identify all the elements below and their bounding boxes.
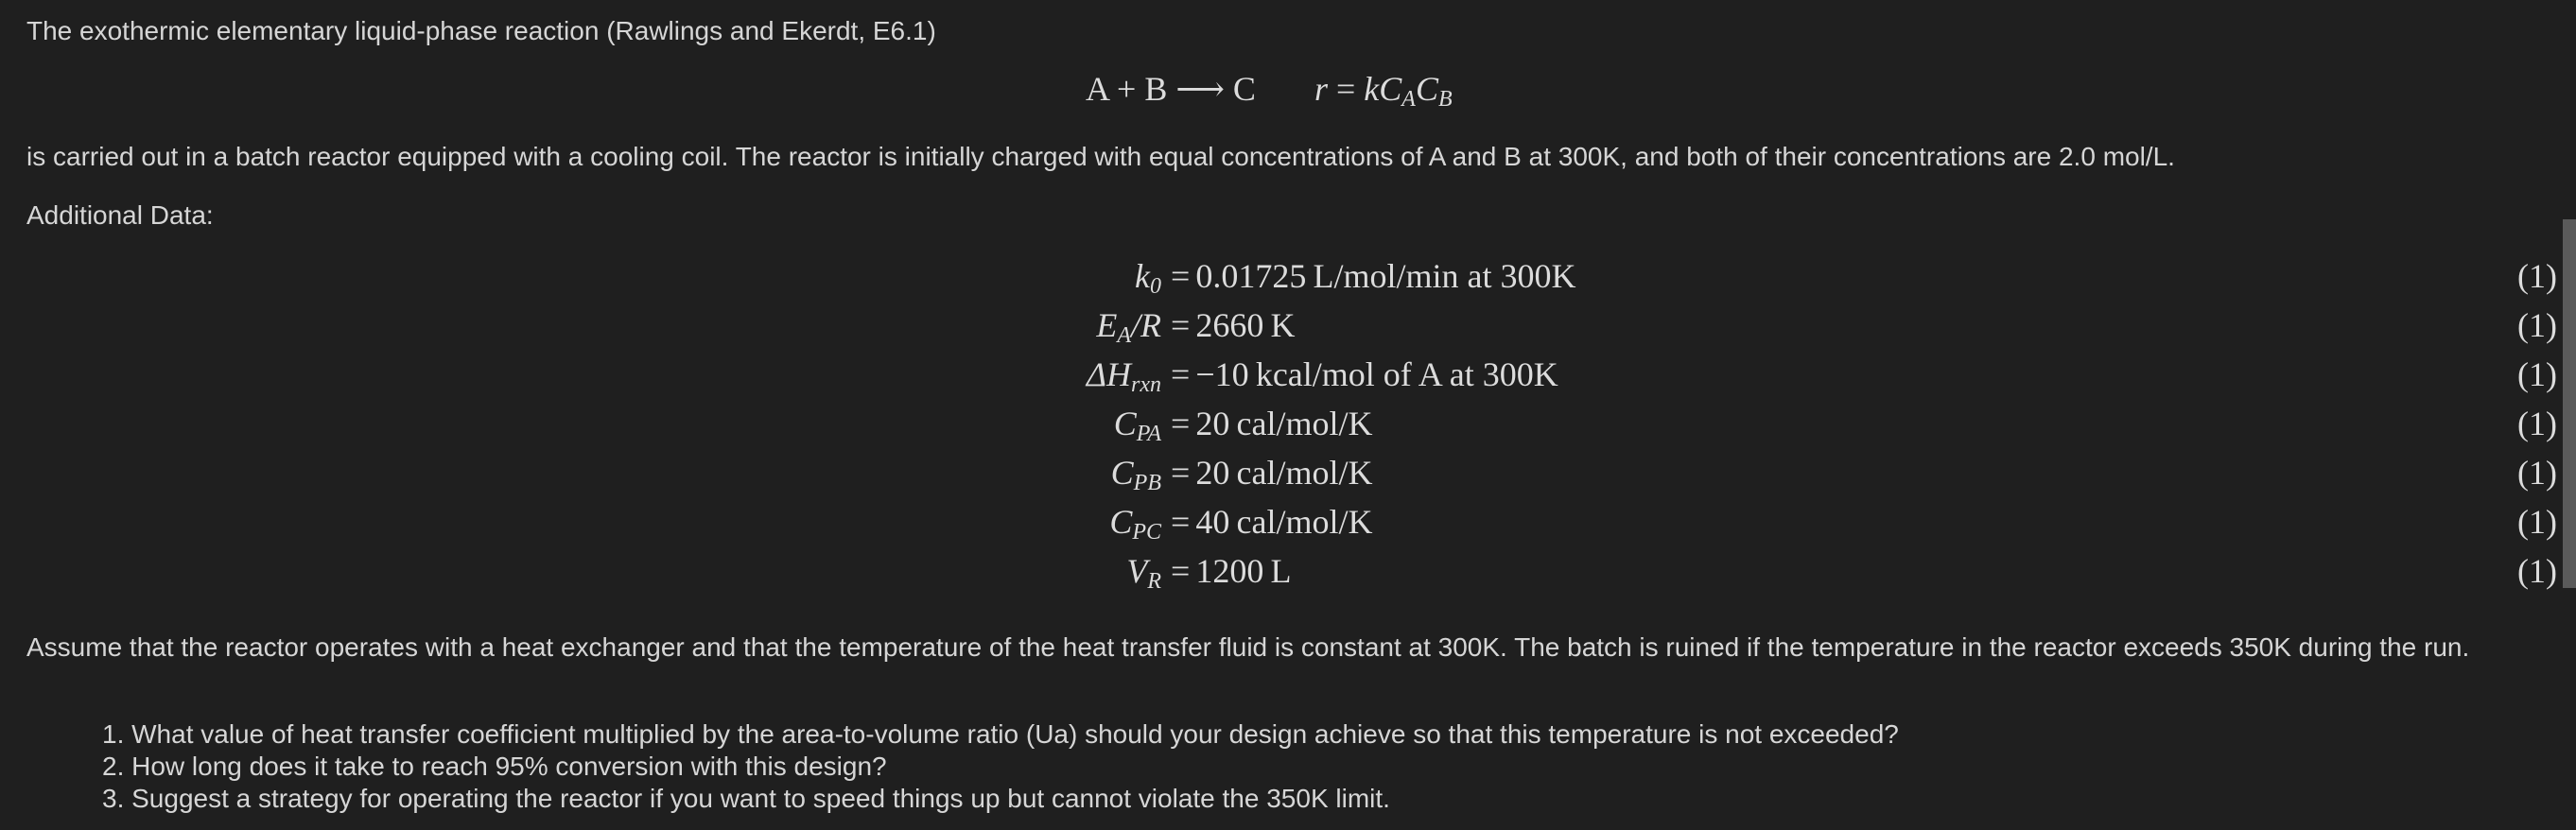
equation-rhs bbox=[1165, 546, 1292, 596]
equation-lhs bbox=[1126, 546, 1161, 606]
equation-rhs bbox=[1165, 497, 1372, 546]
equation-symbol: V bbox=[1126, 552, 1148, 590]
equation-symbol: C bbox=[1109, 503, 1133, 541]
equation-rhs bbox=[1165, 399, 1372, 448]
question-item: 1. What value of heat transfer coefficient multiplied by the area-to-volume ratio (Ua) should your design achieve so that this temperature is not exceeded? bbox=[102, 719, 1899, 749]
equals-sign: = bbox=[1171, 257, 1191, 295]
rate-constant-symbol: k bbox=[1364, 70, 1380, 108]
question-list bbox=[53, 718, 1899, 815]
equation-number: (1) bbox=[2517, 355, 2557, 393]
equation-number: (1) bbox=[2517, 552, 2557, 590]
equation-row-ea bbox=[0, 301, 2576, 350]
reaction-equation-display bbox=[1086, 68, 1453, 120]
setup-text: is carried out in a batch reactor equipped with a cooling coil. The reactor is initially charged with equal concentrations of A and B at 300K, and both of their concentrations are 2.0 mol/L. bbox=[26, 142, 2175, 171]
equation-row-dhrxn bbox=[0, 350, 2576, 399]
equation-subscript: PB bbox=[1133, 471, 1161, 495]
equation-subscript: PA bbox=[1136, 422, 1161, 446]
vertical-scrollbar[interactable] bbox=[2563, 219, 2576, 588]
equation-subscript: 0 bbox=[1150, 274, 1161, 299]
concentration-b-subscript: B bbox=[1437, 87, 1453, 112]
equation-rhs bbox=[1165, 301, 1296, 350]
rate-equals: = bbox=[1335, 70, 1356, 108]
equation-symbol: C bbox=[1110, 454, 1134, 492]
equation-rhs bbox=[1165, 448, 1372, 497]
equation-value: 1200 L bbox=[1195, 552, 1292, 590]
concentration-b-symbol: C bbox=[1415, 70, 1438, 108]
equation-subscript: PC bbox=[1132, 520, 1161, 545]
equation-symbol: ΔH bbox=[1086, 355, 1131, 393]
equation-row-k0 bbox=[0, 251, 2576, 301]
assumption-text: Assume that the reactor operates with a heat exchanger and that the temperature of the heat transfer fluid is constant at 300K. The batch is ruined if the temperature in the reactor exceeds 350K during the run. bbox=[26, 632, 2470, 662]
equals-sign: = bbox=[1171, 503, 1191, 541]
additional-data-label: Additional Data: bbox=[26, 200, 214, 230]
equation-rhs bbox=[1165, 251, 1576, 301]
equation-value: 0.01725 L/mol/min at 300K bbox=[1195, 257, 1576, 295]
intro-text: The exothermic elementary liquid-phase reaction (Rawlings and Ekerdt, E6.1) bbox=[26, 16, 936, 45]
concentration-a-symbol: C bbox=[1379, 70, 1402, 108]
equation-symbol: C bbox=[1113, 405, 1137, 442]
equals-sign: = bbox=[1171, 552, 1191, 590]
equation-value: −10 kcal/mol of A at 300K bbox=[1195, 355, 1558, 393]
equation-row-cpa bbox=[0, 399, 2576, 448]
equation-row-vr bbox=[0, 546, 2576, 596]
equals-sign: = bbox=[1171, 405, 1191, 442]
equals-sign: = bbox=[1171, 355, 1191, 393]
equation-number: (1) bbox=[2517, 257, 2557, 295]
equation-number: (1) bbox=[2517, 454, 2557, 492]
equation-row-cpb bbox=[0, 448, 2576, 497]
equation-subscript: R bbox=[1147, 569, 1161, 594]
equation-subscript: rxn bbox=[1131, 372, 1161, 397]
equation-row-cpc bbox=[0, 497, 2576, 546]
equation-subscript: A bbox=[1117, 323, 1131, 348]
equation-symbol: E bbox=[1096, 306, 1118, 344]
equation-symbol-tail: /R bbox=[1131, 306, 1161, 344]
reaction-equation: A + B ⟶ C bbox=[1086, 70, 1256, 108]
equals-sign: = bbox=[1171, 454, 1191, 492]
question-item: 3. Suggest a strategy for operating the reactor if you want to speed things up but cannot violate the 350K limit. bbox=[102, 784, 1390, 813]
equation-number: (1) bbox=[2517, 405, 2557, 442]
equation-value: 20 cal/mol/K bbox=[1195, 454, 1373, 492]
concentration-a-subscript: A bbox=[1401, 87, 1416, 112]
rate-symbol: r bbox=[1314, 70, 1328, 108]
equation-value: 2660 K bbox=[1195, 306, 1296, 344]
equation-number: (1) bbox=[2517, 306, 2557, 344]
equation-value: 40 cal/mol/K bbox=[1195, 503, 1373, 541]
equation-number: (1) bbox=[2517, 503, 2557, 541]
equals-sign: = bbox=[1171, 306, 1191, 344]
equation-rhs bbox=[1165, 350, 1558, 399]
question-item: 2. How long does it take to reach 95% conversion with this design? bbox=[102, 752, 887, 781]
equation-symbol: k bbox=[1135, 257, 1150, 295]
equation-value: 20 cal/mol/K bbox=[1195, 405, 1373, 442]
